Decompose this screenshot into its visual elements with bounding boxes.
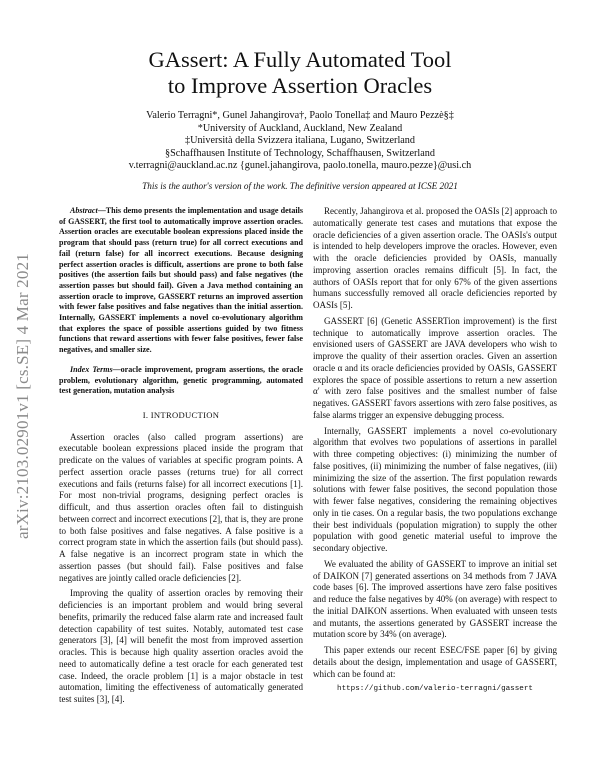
index-terms-text: —oracle improvement, program assertions, the oracle problem, evolutionary algorithm, genetic programming, automated test generation, mutation analysis bbox=[59, 364, 303, 396]
author-emails: v.terragni@auckland.ac.nz {gunel.jahangirova, paolo.tonella, mauro.pezze}@usi.ch bbox=[128, 160, 472, 172]
abstract-lead: Abstract bbox=[70, 206, 98, 215]
arxiv-stamp: arXiv:2103.02901v1 [cs.SE] 4 Mar 2021 bbox=[13, 253, 32, 539]
intro-paragraph-2: Improving the quality of assertion oracles by removing their deficiencies is an important problem and would bring several benefits, primarily the reduced false alarm rate and increased fault detection capability of test suites. Notably, automated test case generators [3], [4] will benefit the most from improved assertion oracles. This is because high quality assertion oracles avoid the need to automatically define a test oracle for each generated test case. Indeed, the oracle problem [1] is a major obstacle in test automation, limiting the effectiveness of automatically generated test suites [3], [4]. bbox=[59, 588, 303, 705]
body-paragraph-evaluation: We evaluated the ability of GASSERT to improve an initial set of DAIKON [7] generated assertions on 34 methods from 7 JAVA code bases [6]. The improved assertions have zero false positives and reduce the false negatives by 40% (on average) with respect to the initial DAIKON assertions. When evaluated with unseen tests and mutants, the assertions generated by GASSERT increase the mutation score by 34% (on average). bbox=[313, 558, 557, 640]
body-paragraph-algorithm: Internally, GASSERT implements a novel co-evolutionary algorithm that evolves two populations of assertions in parallel with three competing objectives: (i) minimizing the number of false positives, (ii) minimizing the number of false negatives, (iii) minimizing the size of the assertion. The first population rewards solutions with fewer false positives, the second population those with fewer false negatives, considering the remaining objectives only in tie cases. On a regular basis, the two populations exchange their best individuals (population migration) to supply the other population with good genetic material useful to improve the secondary objective. bbox=[313, 425, 557, 553]
paper-title bbox=[0, 47, 600, 99]
body-paragraph-oasis: Recently, Jahangirova et al. proposed the OASIs [2] approach to automatically generate test cases and mutations that expose the oracle deficiencies of a given assertion oracle. The OASIs's output is intended to help developers improve the oracles. However, even with the oracle deficiencies provided by OASIs, manually improving assertion oracles remains difficult [5]. In fact, the authors of OASIs report that for only 67% of the given assertions humans successfully removed all oracle deficiencies reported by OASIs [5]. bbox=[313, 206, 557, 310]
author-block bbox=[0, 110, 600, 173]
title-line-1: GAssert: A Fully Automated Tool bbox=[148, 47, 452, 72]
index-terms-lead: Index Terms bbox=[70, 364, 113, 374]
body-paragraph-extension: This paper extends our recent ESEC/FSE paper [6] by giving details about the design, implementation and usage of GASSERT, which can be found at: bbox=[313, 645, 557, 679]
abstract bbox=[59, 206, 303, 356]
intro-paragraph-1: Assertion oracles (also called program assertions) are executable boolean expressions placed inside the program that predicate on the values of variables at specific program points. A perfect assertion oracle passes (returns true) for all correct executions and fails (returns false) for all incorrect executions [1]. For most non-trivial programs, designing perfect oracles is difficult, and thus assertion oracles often fail to distinguish between correct and incorrect executions [2], that is, they are prone to both false positives and false negatives. A false positive is a correct program state in which the assertion fails (but should pass). A false negative is an incorrect program state in which the assertion passes (but should fail). False positives and false negatives are jointly called oracle deficiencies [2]. bbox=[59, 431, 303, 583]
right-column bbox=[313, 206, 557, 696]
abstract-text: —This demo presents the implementation and usage details of GASSERT, the first tool to automatically improve assertion oracles. Assertion oracles are executable boolean expressions placed inside the program that should pass (return true) for all correct executions and fail (return false) for all incorrect executions. Because designing perfect assertion oracles is difficult, assertions are prone to both false positives (the assertion fails but should pass) and false negatives (the assertion passes but should fail). Given a Java method containing an assertion oracle to improve, GASSERT returns an improved assertion with fewer false positives and false negatives than the initial assertion. Internally, GASSERT implements a novel co-evolutionary algorithm that explores the space of possible assertions guided by two fitness functions that reward assertions with fewer false positives, fewer false negatives, and smaller size. bbox=[59, 206, 303, 355]
title-line-2: to Improve Assertion Oracles bbox=[167, 73, 433, 98]
index-terms bbox=[59, 365, 303, 397]
repository-url[interactable]: https://github.com/valerio-terragni/gassert bbox=[337, 685, 533, 694]
affiliation-2: ‡Università della Svizzera italiana, Lugano, Switzerland bbox=[185, 135, 415, 147]
left-column bbox=[59, 206, 303, 706]
body-paragraph-gassert: GASSERT [6] (Genetic ASSERTion improvement) is the first technique to automatically improve assertion oracles. The envisioned users of GASSERT are JAVA developers who wish to improve the quality of their assertion oracles. Given an assertion oracle α and its oracle deficiencies provided by OASIs, GASSERT explores the space of possible assertions to return a new assertion α′ with zero false positives and the smallest number of false negatives. GASSERT favors assertions with zero false positives, as false alarms trigger an expensive debugging process. bbox=[313, 315, 557, 420]
section-heading-introduction: I. INTRODUCTION bbox=[142, 409, 220, 420]
affiliation-1: *University of Auckland, Auckland, New Zealand bbox=[197, 122, 403, 134]
author-names: Valerio Terragni*, Gunel Jahangirova†, Paolo Tonella‡ and Mauro Pezzè§‡ bbox=[146, 110, 454, 121]
version-note: This is the author's version of the work. The definitive version appeared at ICSE 2021 bbox=[142, 181, 458, 191]
affiliation-3: §Schaffhausen Institute of Technology, Schaffhausen, Switzerland bbox=[165, 147, 435, 159]
